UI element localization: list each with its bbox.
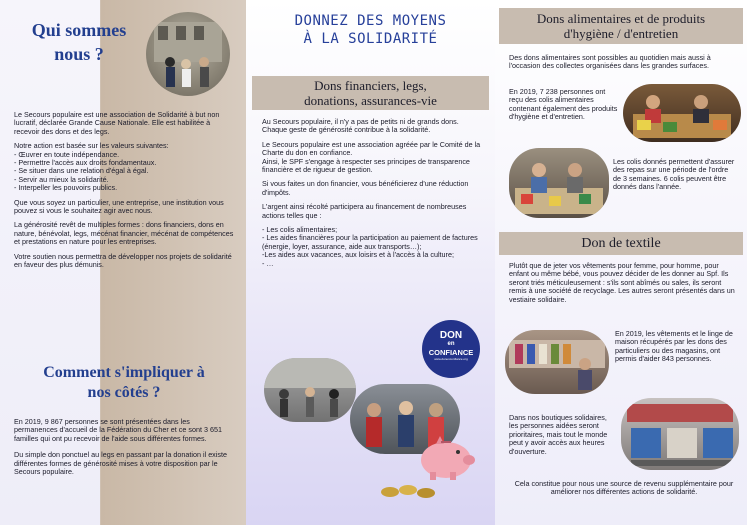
food-packages-illustration bbox=[623, 84, 741, 142]
section-bar-textile: Don de textile bbox=[499, 232, 743, 255]
photo-food-packages bbox=[623, 84, 741, 142]
actions-list bbox=[262, 226, 484, 268]
values-list bbox=[14, 151, 234, 193]
solidarity-shop-illustration bbox=[621, 398, 739, 470]
donation-forms-paragraph: Du simple don ponctuel au legs en passant par la donation il existe différentes formes de générosité mises à votre disposition par le Secours populaire. bbox=[14, 450, 227, 477]
solidarity-shop-text: Dans nos boutiques solidaires, les personnes aidées seront prioritaires, mais tout le monde peut y avoir accès aux heures d'ouverture. bbox=[509, 413, 608, 456]
revenue-text: Cela constitue pour nous une source de revenu supplémentaire pour améliorer nos différentes actions de solidarité. bbox=[514, 479, 734, 497]
stats-2019-paragraph: En 2019, 9 867 personnes se sont présentées dans les permanences d'accueil de la Fédération du Cher et ce sont 3 651 familles qui ont pu recevoir de l'aide sous différentes formes. bbox=[14, 417, 222, 443]
badge-line: en bbox=[447, 341, 455, 347]
don-en-confiance-badge bbox=[422, 320, 480, 378]
textile-shop-illustration bbox=[505, 330, 609, 394]
photo-food-sorting bbox=[509, 148, 609, 218]
title-line: Qui sommes bbox=[31, 20, 127, 40]
column-financial-donations bbox=[246, 0, 495, 525]
photo-solidarity-shop bbox=[621, 398, 739, 470]
how-to-help-text bbox=[14, 418, 234, 476]
title-line: nous ? bbox=[54, 44, 104, 64]
intro-paragraph: Le Secours populaire est une association de Solidarité à but non lucratif, déclarée Grande Cause Nationale. Elle est habilitée à recevoir des dons et des legs. bbox=[14, 110, 220, 136]
financial-text bbox=[262, 118, 484, 268]
photo-volunteers-circle bbox=[146, 12, 230, 96]
badge-line: DON bbox=[439, 330, 463, 341]
value-item: - Permettre l'accès aux droits fondamentaux. bbox=[14, 158, 157, 168]
main-headline bbox=[246, 12, 495, 48]
section-bar-financial bbox=[252, 76, 489, 110]
financial-p4: Si vous faites un don financier, vous bénéficierez d'une réduction d'impôts. bbox=[262, 179, 469, 197]
action-item: - … bbox=[262, 258, 274, 268]
section-bar-food bbox=[499, 8, 743, 44]
street-illustration bbox=[264, 358, 356, 422]
financial-p1: Au Secours populaire, il n'y a pas de petits ni de grands dons. Chaque geste de générosité contribue à la solidarité. bbox=[262, 117, 459, 135]
food-sorting-illustration bbox=[509, 148, 609, 218]
photo-collection-street bbox=[264, 358, 356, 422]
food-packages-duration: Les colis donnés permettent d'assurer des repas sur une période de l'ordre de 3 semaines. 6 colis peuvent être donnés dans l'année. bbox=[613, 157, 735, 192]
coins-icon bbox=[376, 480, 448, 500]
title-line: nos côtés ? bbox=[87, 384, 161, 401]
generosity-paragraph: La générosité revêt de multiples formes : dons financiers, dons en nature, bénévolat, legs, mécénat financier, mécénat de compétences et prestations en nature pour les entreprises. bbox=[14, 220, 234, 247]
column-food-textile bbox=[495, 0, 747, 525]
title-who-we-are bbox=[14, 18, 144, 66]
piggy-bank-icon bbox=[414, 432, 478, 484]
photo-textile-shop bbox=[505, 330, 609, 394]
piggy-bank-svg bbox=[414, 432, 478, 484]
value-item: - Servir au mieux la solidarité. bbox=[14, 174, 109, 184]
textile-intro: Plutôt que de jeter vos vêtements pour femme, pour homme, pour enfant ou même bébé, vous pouvez décider de les donner au Spf. Ils seront triés méticuleusement : s'ils sont abîmés ou sales, ils seront remis à une société de recyclage. Les autres seront présentés dans un vestiaire solidaire. bbox=[509, 261, 735, 304]
volunteers-illustration bbox=[146, 12, 230, 96]
food-intro: Des dons alimentaires sont possibles au quotidien mais aussi à l'occasion des collectes organisées dans les grandes surfaces. bbox=[509, 53, 711, 71]
who-we-are-text bbox=[14, 111, 234, 270]
financial-p2: Le Secours populaire est une association agréée par le Comité de la Charte du don en confiance. bbox=[262, 139, 481, 158]
action-item: - Les aides financières pour la participation au paiement de factures (énergie, loyer, assurance, aide aux transports…); bbox=[262, 233, 478, 251]
value-item: - Interpeller les pouvoirs publics. bbox=[14, 183, 118, 193]
value-item: - Se situer dans une relation d'égal à égal. bbox=[14, 166, 149, 176]
value-item: - Œuvrer en toute indépendance. bbox=[14, 149, 120, 159]
headline-line: À LA SOLIDARITÉ bbox=[303, 31, 438, 47]
food-stats-2019: En 2019, 7 238 personnes ont reçu des colis alimentaires contenant également des produits d'hygiène et d'entretien. bbox=[509, 87, 618, 122]
action-item: - Les colis alimentaires; bbox=[262, 225, 338, 235]
financial-p3: Ainsi, le SPF s'engage à respecter ses principes de transparence financière et de rigueur de gestion. bbox=[262, 156, 470, 175]
particulier-paragraph: Que vous soyez un particulier, une entreprise, une institution vous pouvez si vous le souhaitez agir avec nous. bbox=[14, 197, 224, 216]
values-intro: Notre action est basée sur les valeurs suivantes: bbox=[14, 141, 169, 151]
bar-line: Dons financiers, legs, bbox=[314, 78, 427, 93]
badge-line: CONFIANCE bbox=[428, 348, 474, 357]
support-paragraph: Votre soutien nous permettra de développer nos projets de solidarité en faveur des plus démunis. bbox=[14, 251, 232, 270]
action-item: -Les aides aux vacances, aux loisirs et à l'accès à la culture; bbox=[262, 250, 454, 260]
headline-line: DONNEZ DES MOYENS bbox=[294, 13, 447, 29]
financial-p5: L'argent ainsi récolté participera au financement de nombreuses actions telles que : bbox=[262, 202, 467, 220]
bar-line: Dons alimentaires et de produits bbox=[536, 11, 706, 26]
badge-url: www.donenconfiance.org bbox=[434, 357, 468, 361]
coins-svg bbox=[376, 480, 448, 500]
title-line: Comment s'impliquer à bbox=[43, 364, 205, 381]
bar-line: donations, assurances-vie bbox=[304, 93, 437, 108]
title-how-to-help bbox=[14, 363, 234, 403]
column-who-we-are bbox=[0, 0, 246, 525]
textile-stats-2019: En 2019, les vêtements et le linge de maison récupérés par les dons des particuliers ou des magasins, ont permis d'aider 843 personnes. bbox=[615, 329, 733, 364]
bar-line: d'hygiène / d'entretien bbox=[563, 26, 679, 41]
